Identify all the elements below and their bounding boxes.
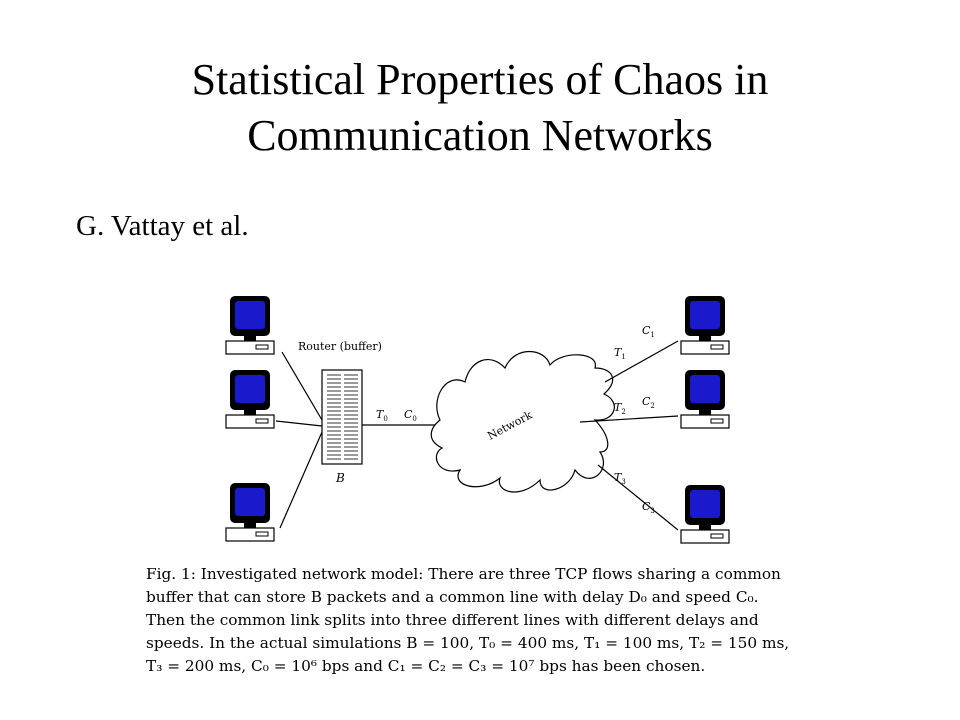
router-label: Router (buffer) bbox=[298, 340, 382, 353]
caption-line-2: buffer that can store B packets and a common line with delay D₀ and speed C₀. bbox=[146, 588, 759, 606]
caption-line-1: Fig. 1: Investigated network model: There are three TCP flows sharing a common bbox=[146, 565, 781, 583]
author-line: G. Vattay et al. bbox=[76, 210, 249, 242]
right-computer-3-icon bbox=[681, 485, 729, 543]
left-computer-3-icon bbox=[226, 483, 274, 541]
link2-delay-label: $T_2$ bbox=[614, 401, 626, 416]
caption-line-4: speeds. In the actual simulations B = 100, T₀ = 400 ms, T₁ = 100 ms, T₂ = 150 ms, bbox=[146, 634, 790, 652]
output-link-3 bbox=[598, 465, 678, 530]
common-link-speed-label: $C_0$ bbox=[404, 408, 417, 423]
slide-title-line2: Communication Networks bbox=[247, 111, 713, 160]
link2-speed-label: $C_2$ bbox=[642, 395, 655, 410]
figure-caption bbox=[146, 563, 811, 678]
buffer-label: B bbox=[336, 471, 345, 485]
caption-line-5: T₃ = 200 ms, C₀ = 10⁶ bps and C₁ = C₂ = C₃ = 10⁷ bps has been chosen. bbox=[146, 657, 706, 675]
right-computer-1-icon bbox=[681, 296, 729, 354]
link3-speed-label: $C_3$ bbox=[642, 500, 655, 515]
input-link-1 bbox=[282, 352, 322, 420]
input-links bbox=[276, 352, 322, 528]
left-computer-2-icon bbox=[226, 370, 274, 428]
network-label: Network bbox=[485, 408, 535, 443]
link1-speed-label: $C_1$ bbox=[642, 324, 655, 339]
link3-delay-label: $T_3$ bbox=[614, 471, 626, 486]
caption-line-3: Then the common link splits into three different lines with different delays and bbox=[146, 611, 759, 629]
router-buffer bbox=[322, 370, 362, 464]
input-link-3 bbox=[280, 432, 322, 528]
common-link-delay-label: $T_0$ bbox=[376, 408, 388, 423]
right-computer-2-icon bbox=[681, 370, 729, 428]
slide-title-line1: Statistical Properties of Chaos in bbox=[191, 55, 769, 104]
input-link-2 bbox=[276, 421, 322, 426]
link1-delay-label: $T_1$ bbox=[614, 346, 626, 361]
left-computer-1-icon bbox=[226, 296, 274, 354]
